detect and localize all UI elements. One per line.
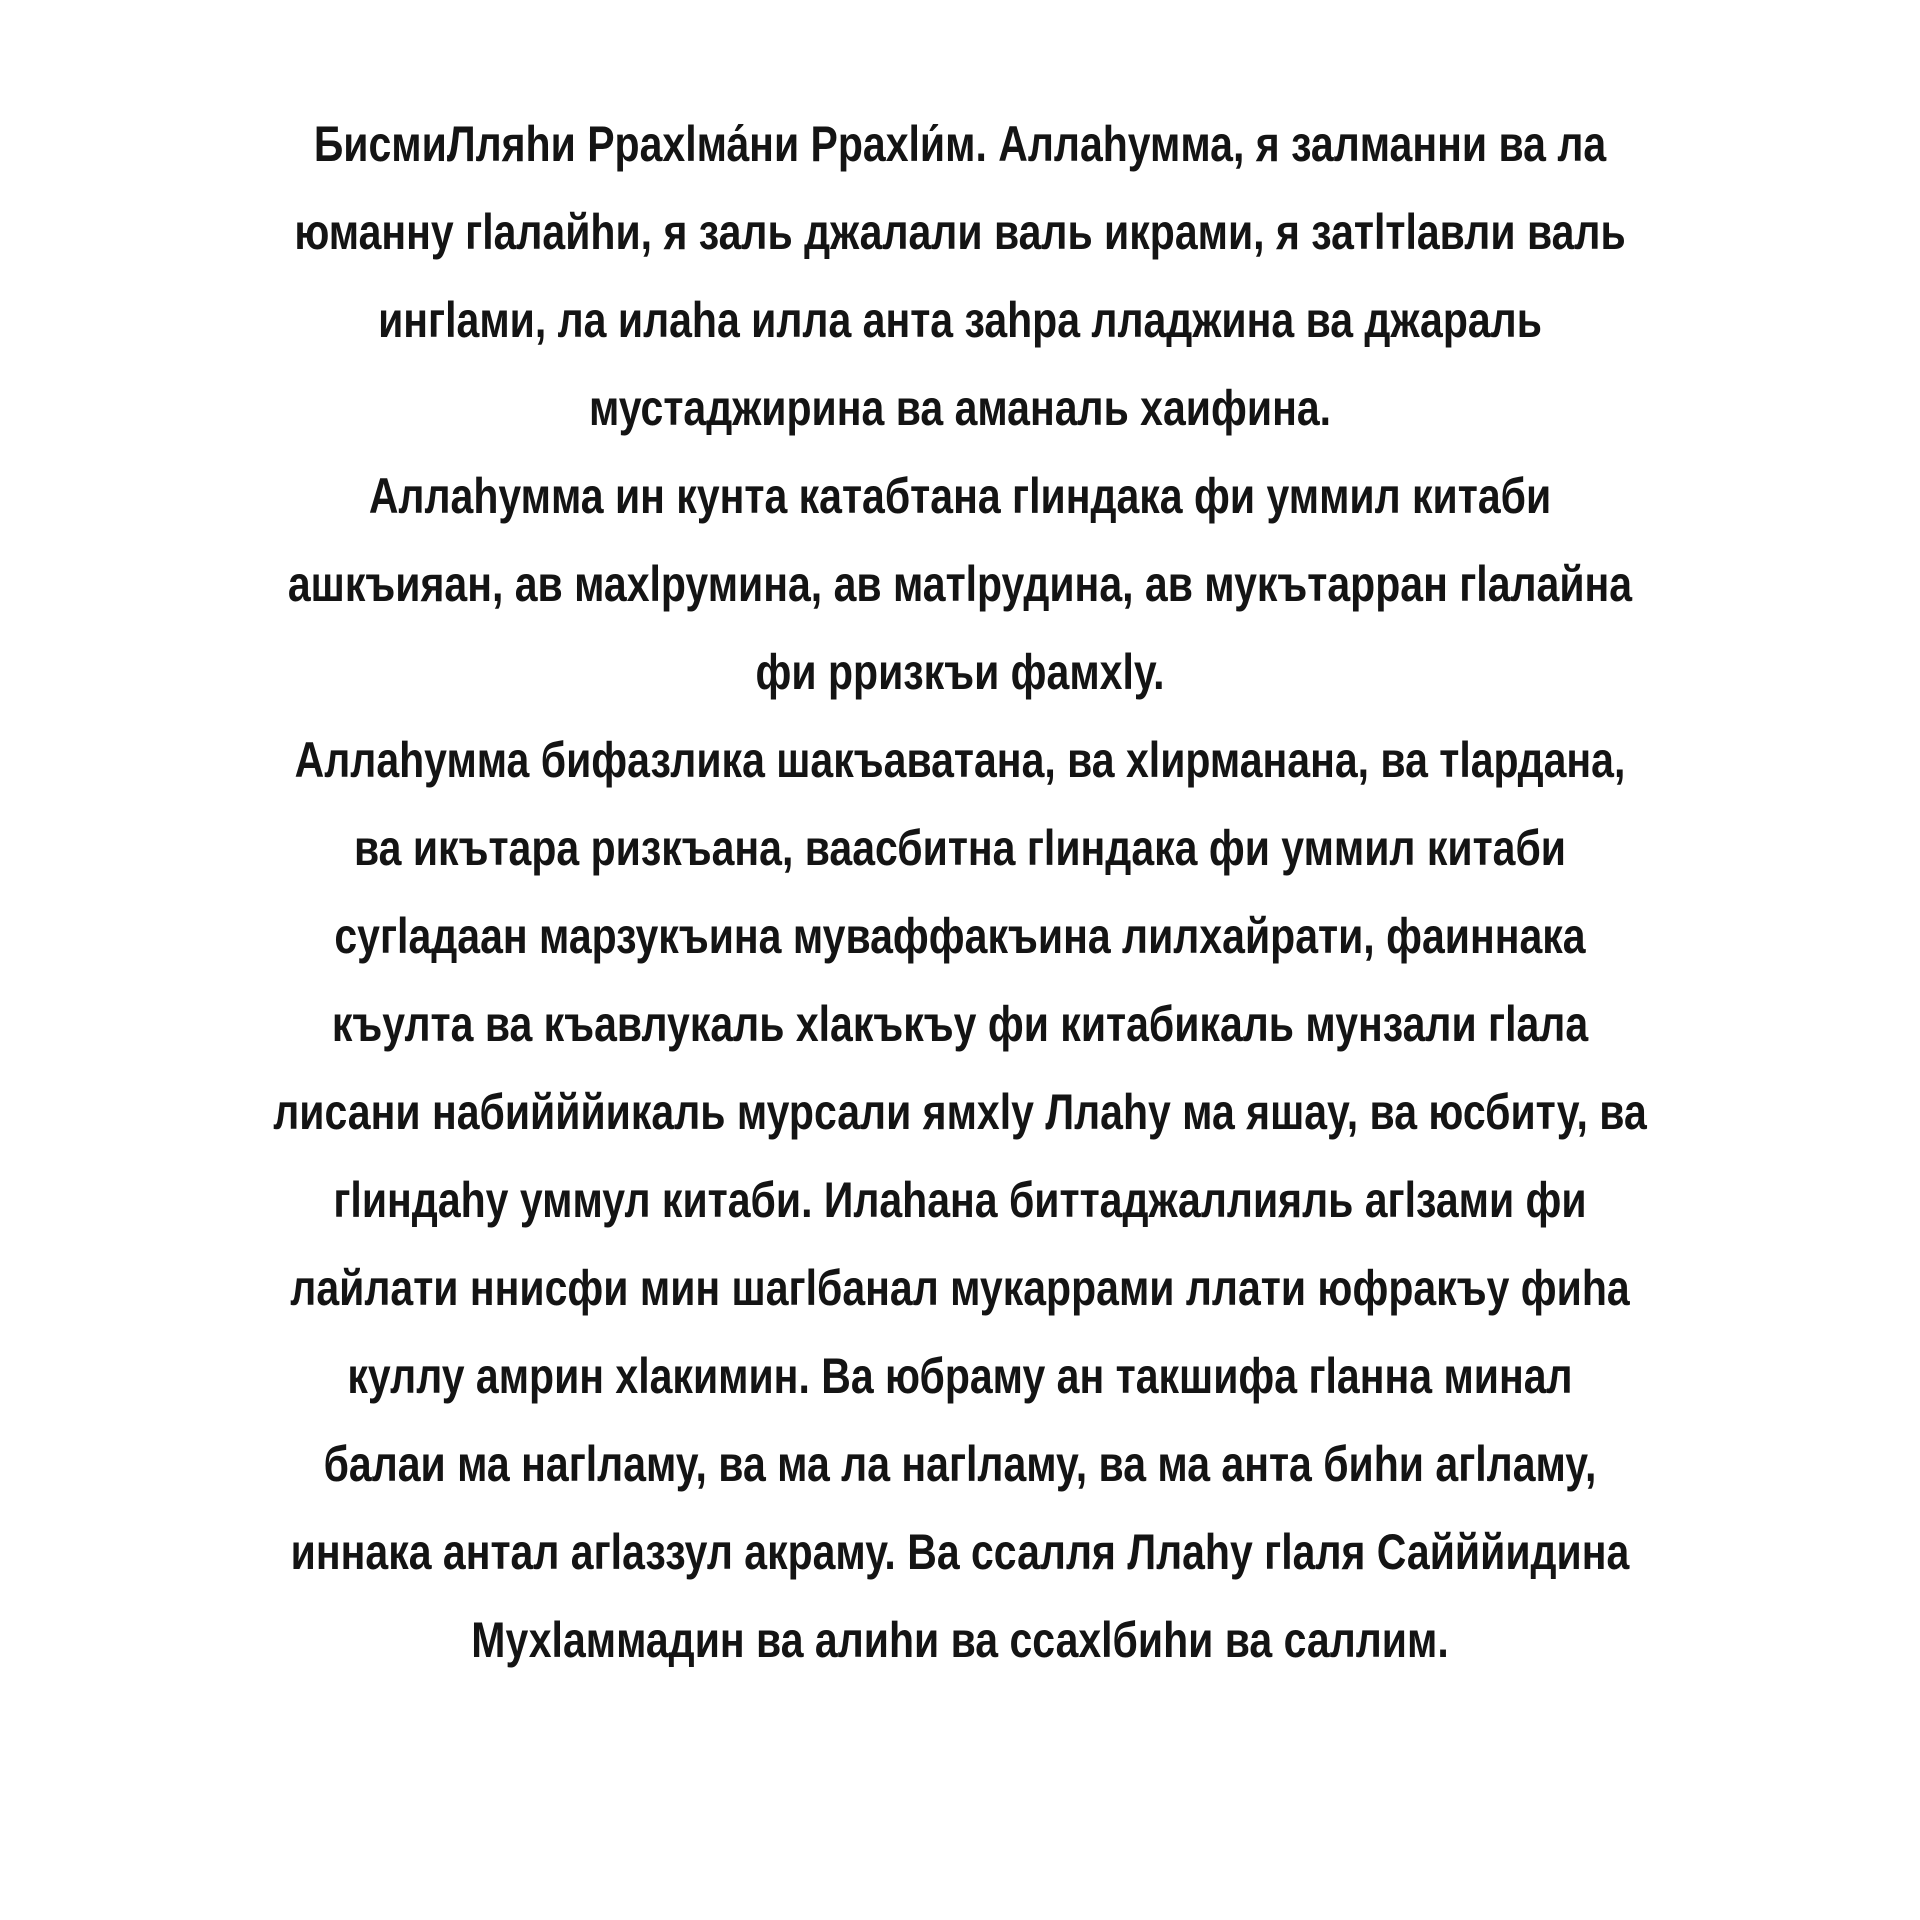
text-line: Аллаһумма бифазлика шакъаватана, ва хlирманана, ва тlардана, bbox=[294, 732, 1626, 788]
text-line: балаи ма нагlламу, ва ма ла нагlламу, ва ма анта биһи агlламу, bbox=[323, 1436, 1597, 1492]
text-line: БисмиЛляһи Рраxlма́ни Рраxlи́м. Аллаһумма, я залманни ва ла bbox=[313, 116, 1607, 172]
text-line: фи рризкъи фамхlу. bbox=[755, 644, 1165, 700]
text-line: Аллаһумма ин кунта катабтана гlиндака фи уммил китаби bbox=[368, 468, 1552, 524]
text-line: мустаджирина ва аманаль хаифина. bbox=[588, 380, 1332, 436]
text-line: сугlадаан марзукъина муваффакъина лилхайрати, фаиннака bbox=[334, 908, 1586, 964]
text-line: лайлати ннисфи мин шагlбанал мукаррами ллати юфракъу фиһа bbox=[290, 1260, 1630, 1316]
prayer-text bbox=[90, 100, 1830, 1684]
text-line: гlиндаһу уммул китаби. Илаһана биттаджаллияль агlзами фи bbox=[333, 1172, 1587, 1228]
text-line: юманну гlалайһи, я заль джалали валь икрами, я затlтlавли валь bbox=[294, 204, 1626, 260]
text-line: иннака антал агlаззул акраму. Ва ссалля Ллаһу гlаля Сайййидина bbox=[290, 1524, 1630, 1580]
text-line: къулта ва къавлукаль хlакъкъу фи китабикаль мунзали гlала bbox=[331, 996, 1589, 1052]
text-line: куллу амрин хlакимин. Ва юбраму ан такшифа гlанна минал bbox=[347, 1348, 1573, 1404]
text-line: Мухlаммадин ва алиһи ва ссахlбиһи ва саллим. bbox=[471, 1612, 1449, 1668]
text-line: ашкъияан, ав махlрумина, ав матlрудина, ав мукътарран гlалайна bbox=[287, 556, 1633, 612]
text-line: лисани набийййикаль мурсали ямхlу Ллаһу ма яшау, ва юсбиту, ва bbox=[273, 1084, 1647, 1140]
text-line: ва икътара ризкъана, ваасбитна гlиндака фи уммил китаби bbox=[353, 820, 1567, 876]
text-line: ингlами, ла илаһа илла анта заһра лладжина ва джараль bbox=[378, 292, 1542, 348]
